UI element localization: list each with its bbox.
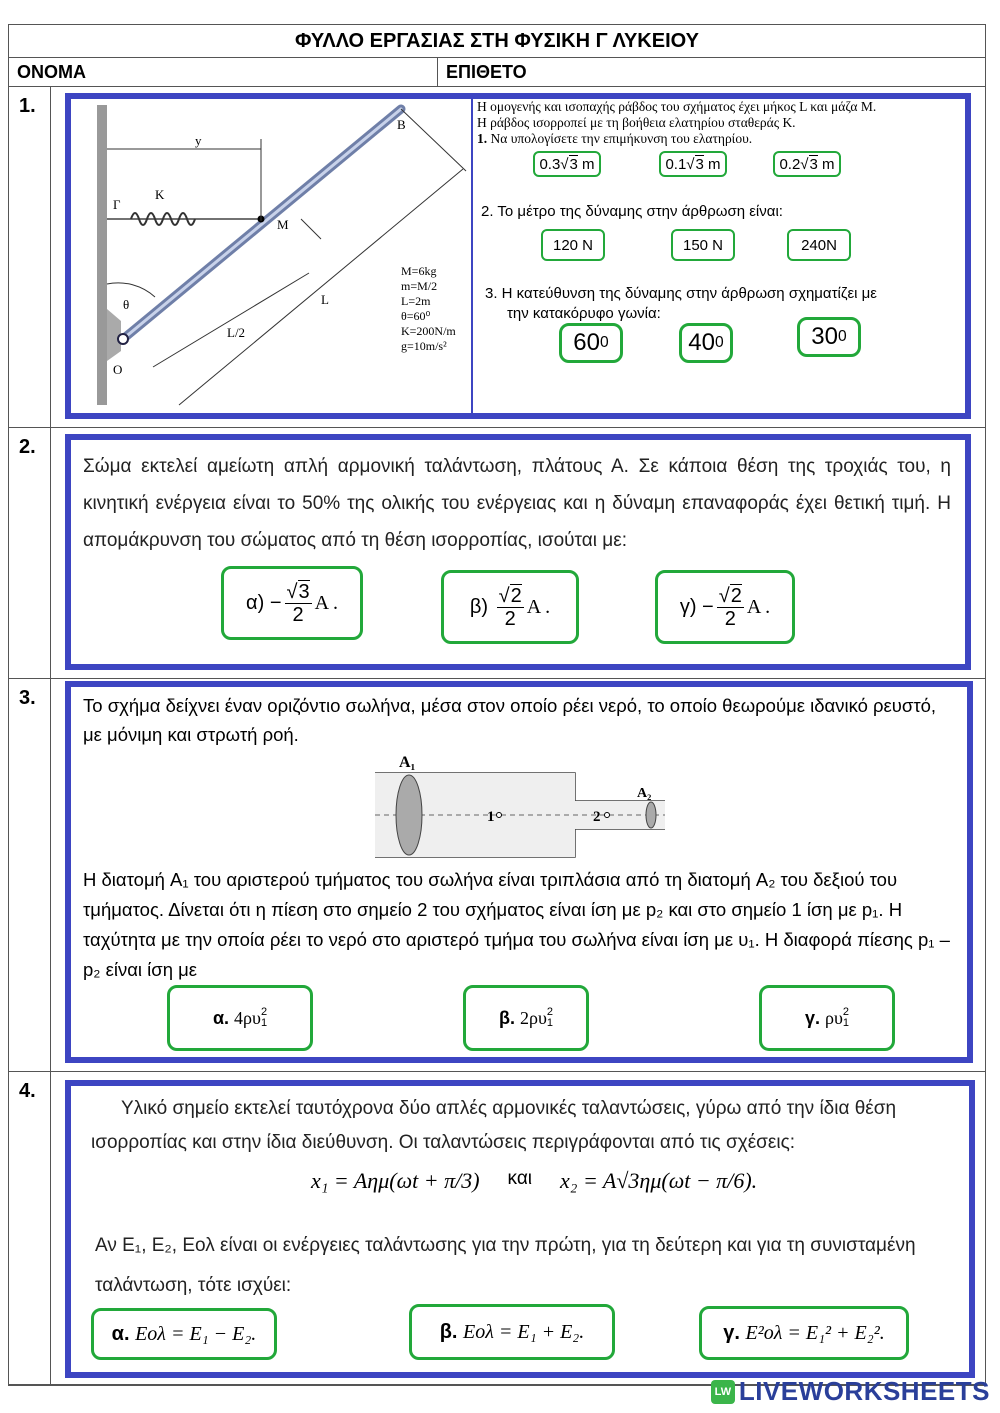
q3-option-b[interactable]: β. 2ρυ 2 1 [463, 985, 589, 1051]
cross-section-a1 [396, 775, 422, 855]
wall [97, 105, 107, 405]
q3-text1: Το σχήμα δείχνει έναν οριζόντιο σωλήνα, μέσα στον οποίο ρέει νερό, το οποίο θεωρούμε ιδανικό ρευστό, με μόνιμη και στρωτή ροή. [83, 695, 937, 745]
label-a2: A₂ [637, 786, 652, 801]
q1-sub2-option-b[interactable]: 150 N [671, 229, 735, 261]
label-b: B [397, 117, 406, 132]
q1-sub1-number: 1. [477, 131, 488, 146]
rod-diagram [71, 99, 471, 413]
q2-text: Σώμα εκτελεί αμείωτη απλή αρμονική ταλάντωση, πλάτους Α. Σε κάποια θέση της τροχιάς του, η κινητική ενέργεια είναι το 50% της ολικής του ενέργειας και η δύναμη επαναφοράς έχει θετική τιμή. Η απομάκρυνση του σώματος από τη θέση ισορροπίας, ισούται με: [83, 456, 951, 551]
label-a1: A₁ [399, 754, 416, 771]
q1-sub3-option-a[interactable]: 60 0 [559, 323, 623, 363]
q1-sub1 [477, 131, 967, 147]
q1-sub3-option-b[interactable]: 40 0 [679, 323, 733, 363]
L2-extension [301, 219, 321, 239]
question-number: 1. [9, 87, 51, 427]
question-2-box [65, 434, 971, 670]
label-point2: 2 [593, 809, 601, 825]
q1-sub2-option-a[interactable]: 120 N [541, 229, 605, 261]
given-length: L=2m [401, 294, 431, 308]
rod-figure [71, 99, 473, 413]
q1-sub2: 2. Το μέτρο της δύναμης στην άρθρωση είναι: [481, 203, 783, 220]
q1-sub3-line1: 3. Η κατεύθυνση της δύναμης στην άρθρωση σχηματίζει με [485, 285, 877, 302]
name-row [9, 58, 985, 87]
label-m: M [277, 217, 289, 232]
L-extension [401, 109, 466, 171]
given-gravity: g=10m/s² [401, 339, 447, 353]
q1-sub1-text: Να υπολογίσετε την επιμήκυνση του ελατηρίου. [490, 131, 753, 146]
pipe-diagram [375, 751, 675, 861]
q3-option-c[interactable]: γ. ρυ 2 1 [759, 985, 895, 1051]
q4-option-a[interactable]: α. Eολ = E₁ − E₂. [91, 1308, 277, 1360]
label-point1: 1 [487, 809, 495, 825]
theta-arc [107, 283, 155, 297]
q4-equations [311, 1168, 757, 1194]
label-o: O [113, 362, 123, 377]
label-theta: θ [123, 297, 130, 312]
q3-text2: Η διατομή A₁ του αριστερού τμήματος του σωλήνα είναι τριπλάσια από τη διατομή A₂ του δεξιού του τμήματος. Δίνεται ότι η πίεση στο σημείο 2 του σχήματος είναι ίση με p₂ και στο σημείο 1 ίση με p₁. Η ταχύτητα με την οποία ρέει το νερό στο αριστερό τμήμα του σωλήνα είναι ίση με υ₁. Η διαφορά πίεσης p₁ – p₂ είναι ίση με [83, 869, 950, 980]
hinge-point [118, 334, 128, 344]
liveworksheets-logo [711, 1376, 990, 1407]
q1-sub3-option-c[interactable]: 30 0 [797, 317, 861, 357]
worksheet-title: ΦΥΛΛΟ ΕΡΓΑΣΙΑΣ ΣΤΗ ΦΥΣΙΚΗ Γ ΛΥΚΕΙΟΥ [9, 25, 985, 58]
question-4-row [9, 1072, 985, 1385]
question-3-row [9, 679, 985, 1072]
given-small-mass: m=M/2 [401, 279, 438, 293]
given-spring-constant: K=200N/m [401, 324, 456, 338]
rod-highlight [123, 109, 401, 339]
question-4-box [65, 1080, 975, 1378]
q4-and: και [507, 1168, 533, 1189]
q4-equation-2: x₂ = A√3ημ(ωt − π/6). [560, 1168, 758, 1193]
q1-sub2-option-c[interactable]: 240N [787, 229, 851, 261]
q4-text1: Υλικό σημείο εκτελεί ταυτόχρονα δύο απλές αρμονικές ταλαντώσεις, γύρω από την ίδια θέση ισορροπίας και στην ίδια διεύθυνση. Οι ταλαντώσεις περιγράφονται από τις σχέσεις: [91, 1098, 897, 1153]
label-l: L [321, 292, 329, 307]
question-number: 2. [9, 428, 51, 678]
given-mass: M=6kg [401, 264, 437, 278]
q2-option-b[interactable]: β) $\frac{√2}{2}$ A . [441, 570, 579, 644]
question-number: 3. [9, 679, 51, 1071]
logo-text: LIVEWORKSHEETS [738, 1376, 990, 1406]
logo-badge-icon: LW [711, 1380, 735, 1404]
L2-dimension [153, 273, 309, 367]
cross-section-a2 [646, 802, 656, 828]
question-1-box [65, 93, 971, 419]
surname-label: ΕΠΙΘΕΤΟ [446, 62, 527, 82]
q1-intro-line2: Η ράβδος ισορροπεί με τη βοήθεια ελατηρίου σταθεράς K. [477, 115, 796, 130]
q4-option-c[interactable]: γ. E²ολ = E₁² + E₂². [699, 1306, 909, 1360]
q1-intro-line1: Η ομογενής και ισοπαχής ράβδος του σχήματος έχει μήκος L και μάζα M. [477, 99, 877, 114]
q2-option-c[interactable]: γ) − $\frac{√2}{2}$ A . [655, 570, 795, 644]
q4-equation-1: x₁ = Aημ(ωt + π/3) [311, 1168, 480, 1193]
question-number: 4. [9, 1072, 51, 1384]
label-k: K [155, 187, 165, 202]
question-3-box [65, 681, 973, 1063]
q3-option-a[interactable]: α. 4ρυ 2 1 [167, 985, 313, 1051]
q1-sub1-option-b[interactable]: 0.1 √ 3 m [659, 151, 727, 177]
q1-sub3-line2: την κατακόρυφο γωνία: [507, 305, 661, 322]
given-angle: θ=60⁰ [401, 309, 431, 323]
label-l-half: L/2 [227, 325, 246, 340]
q1-sub1-option-c[interactable]: 0.2 √ 3 m [773, 151, 841, 177]
label-gamma: Γ [113, 197, 121, 212]
label-y: y [195, 133, 202, 148]
q1-sub1-option-a[interactable]: 0.3 √ 3 m [533, 151, 601, 177]
name-label: ΟΝΟΜΑ [9, 58, 438, 86]
q2-option-a[interactable]: α) − $\frac{√3}{2}$ A . [221, 566, 363, 640]
q4-option-b[interactable]: β. Eολ = E₁ + E₂. [409, 1304, 615, 1360]
question-1-row [9, 87, 985, 428]
q1-text [477, 99, 967, 147]
worksheet [8, 24, 986, 1386]
q4-text2: Αν E₁, E₂, Eολ είναι οι ενέργειες ταλάντωσης για την πρώτη, για τη δεύτερη και για τη συνισταμένη ταλάντωση, τότε ισχύει: [95, 1235, 916, 1296]
question-2-row [9, 428, 985, 679]
